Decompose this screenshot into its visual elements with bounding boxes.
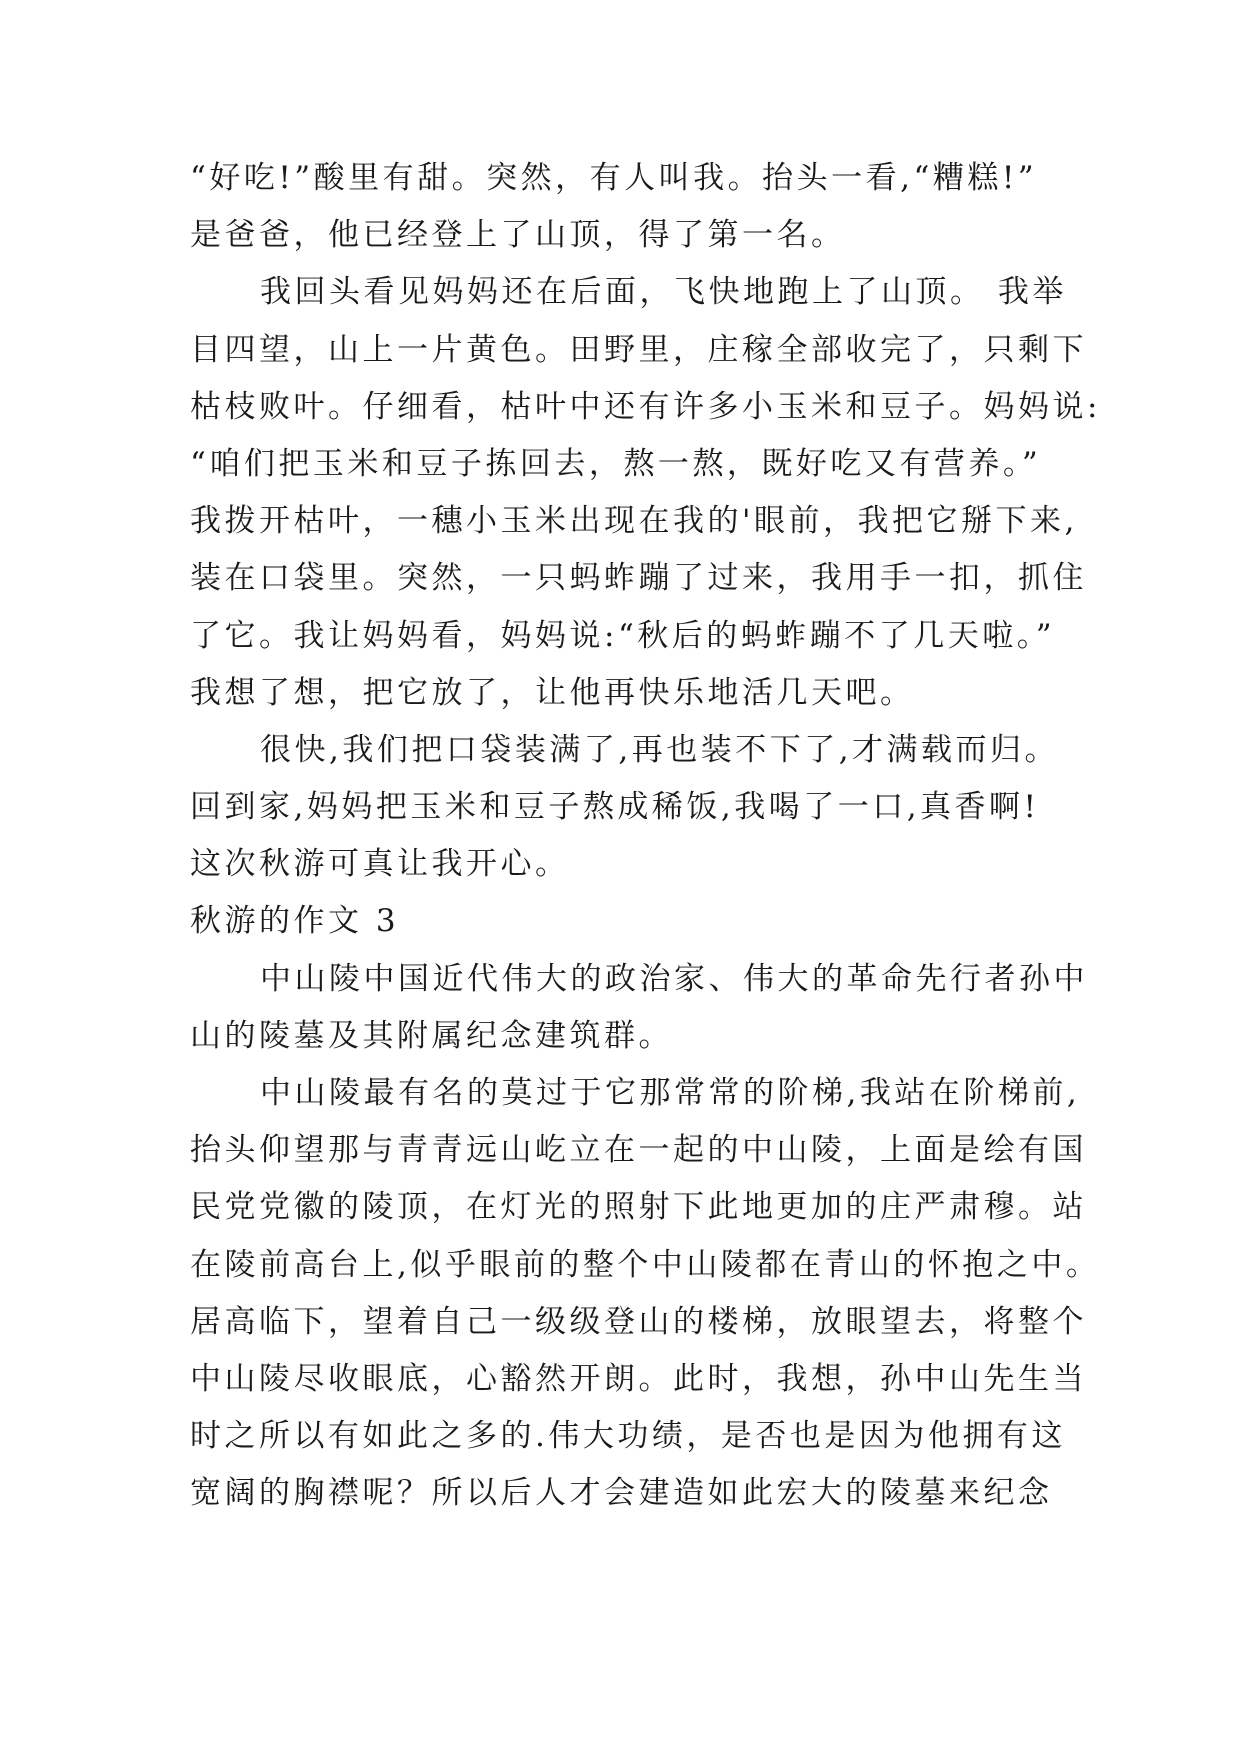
text-line: 这次秋游可真让我开心。 bbox=[190, 846, 570, 883]
text-line: 目四望，山上一片黄色。田野里，庄稼全部收完了，只剩下 bbox=[190, 331, 1087, 368]
paragraph-start-line: 中山陵最有名的莫过于它那常常的阶梯,我站在阶梯前, bbox=[260, 1075, 1081, 1111]
text-line: 中山陵尽收眼底，心豁然开朗。此时，我想，孙中山先生当 bbox=[190, 1360, 1087, 1397]
text-line: “好吃!”酸里有甜。突然，有人叫我。抬头一看,“糟糕!” bbox=[190, 160, 1038, 196]
text-line: 抬头仰望那与青青远山屹立在一起的中山陵，上面是绘有国 bbox=[190, 1132, 1087, 1169]
paragraph-start-line: 很快,我们把口袋装满了,再也装不下了,才满载而归。 bbox=[260, 731, 1060, 768]
text-line: 宽阔的胸襟呢？所以后人才会建造如此宏大的陵墓来纪念 bbox=[190, 1475, 1053, 1512]
text-line: 山的陵墓及其附属纪念建筑群。 bbox=[190, 1017, 673, 1054]
text-line: “咱们把玉米和豆子拣回去，熬一熬，既好吃又有营养。” bbox=[190, 445, 1042, 482]
text-line: 我拨开枯叶，一穗小玉米出现在我的'眼前，我把它掰下来, bbox=[190, 503, 1078, 540]
text-line: 我想了想，把它放了，让他再快乐地活几天吧。 bbox=[190, 674, 915, 711]
text-line: 了它。我让妈妈看，妈妈说:“秋后的蚂蚱蹦不了几天啦。” bbox=[190, 617, 1056, 654]
text-line: 回到家,妈妈把玉米和豆子熬成稀饭,我喝了一口,真香啊! bbox=[190, 789, 1040, 826]
text-line: 装在口袋里。突然，一只蚂蚱蹦了过来，我用手一扣，抓住 bbox=[190, 560, 1087, 597]
text-line: 在陵前高台上,似乎眼前的整个中山陵都在青山的怀抱之中。 bbox=[190, 1246, 1101, 1283]
text-line: 枯枝败叶。仔细看，枯叶中还有许多小玉米和豆子。妈妈说: bbox=[190, 388, 1101, 425]
paragraph-start-line: 我回头看见妈妈还在后面，飞快地跑上了山顶。 我举 bbox=[260, 274, 1067, 311]
text-line: 是爸爸，他已经登上了山顶，得了第一名。 bbox=[190, 217, 846, 254]
text-line: 民党党徽的陵顶，在灯光的照射下此地更加的庄严肃穆。站 bbox=[190, 1189, 1087, 1226]
paragraph-start-line: 中山陵中国近代伟大的政治家、伟大的革命先行者孙中 bbox=[260, 960, 1088, 997]
text-line: 时之所以有如此之多的.伟大功绩，是否也是因为他拥有这 bbox=[190, 1418, 1066, 1455]
text-line: 居高临下，望着自己一级级登山的楼梯，放眼望去，将整个 bbox=[190, 1303, 1087, 1340]
document-page bbox=[190, 150, 1101, 1523]
section-heading: 秋游的作文 3 bbox=[190, 903, 400, 940]
